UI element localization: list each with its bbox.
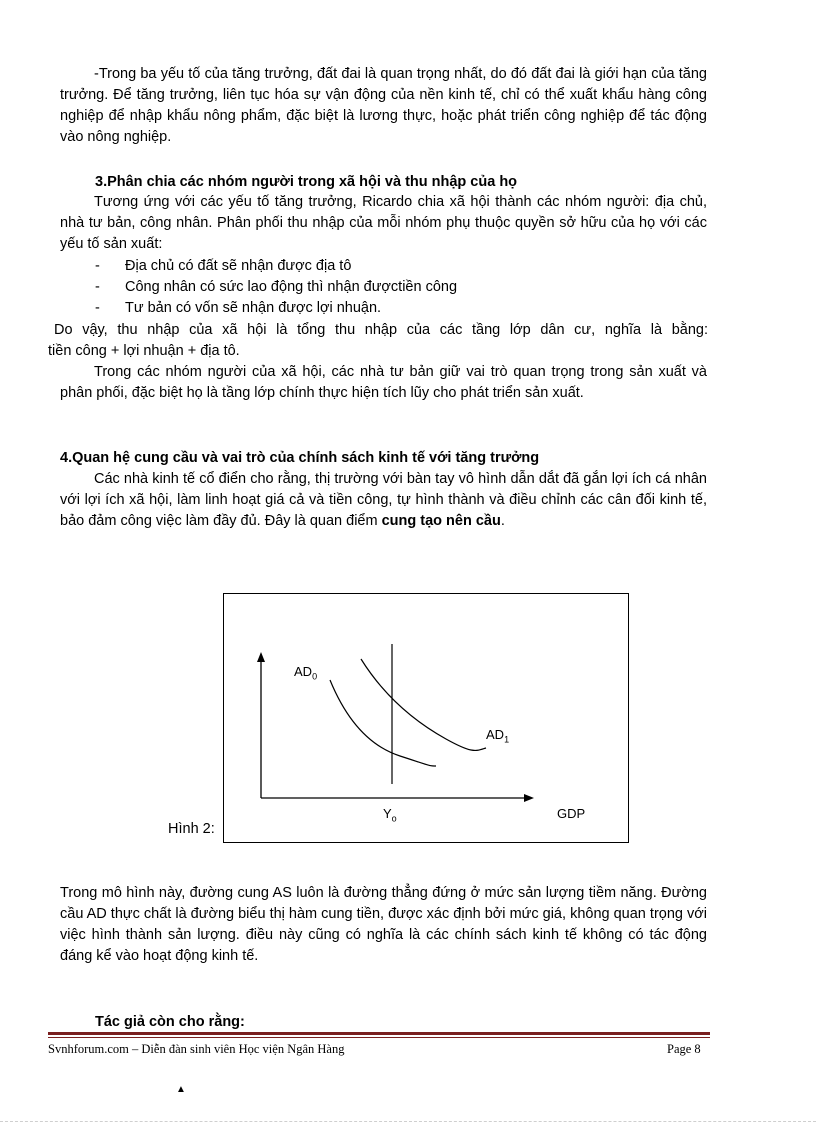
ad-curve-figure [223, 593, 629, 843]
list-item [95, 256, 351, 277]
bullet-dash: - [95, 300, 100, 316]
list-item-text: Tư bản có vốn sẽ nhận được lợi nhuận. [125, 300, 382, 316]
label-ad1: $AD_1$ [486, 727, 510, 745]
list-item-text: Công nhân có sức lao động thì nhận đượctiền công [125, 279, 458, 295]
paragraph-text-end: . [500, 513, 505, 529]
list-item [95, 298, 381, 319]
paragraph-land-limit: -Trong ba yếu tố của tăng trưởng, đất đai là quan trọng nhất, do đó đất đai là giới hạn của tăng trưởng. Để tăng trưởng, liên tục hóa sự vận động của nền kinh tế, chỉ có thể xuất khẩu hàng công nghiệp để nhập khẩu nông phẩm, đặc biệt là lương thực, hoặc phát triển công nghiệp để tác động vào nông nghiệp. [60, 66, 707, 145]
paragraph-income-line1: Do vậy, thu nhập của xã hội là tổng thu nhập của các tầng lớp dân cư, nghĩa là bằng: [54, 322, 708, 338]
paragraph-text: Các nhà kinh tế cổ điển cho rằng, thị trường với bàn tay vô hình dẫn dắt đã gắn lợi ích cá nhân với lợi ích xã hội, làm linh hoạt giá cả và tiền công, tự hình thành và điều chỉnh các cân đối kinh tế, bảo đảm công việc làm đầy đủ. Đây là quan điểm [60, 471, 707, 529]
list-item-text: Địa chủ có đất sẽ nhận được địa tô [125, 258, 352, 274]
bold-term: cung tạo nên cầu [381, 513, 501, 529]
section-heading-4: 4.Quan hệ cung cầu và vai trò của chính sách kinh tế với tăng trưởng [60, 450, 540, 466]
ad1-curve [361, 659, 486, 750]
paragraph-capitalists: Trong các nhóm người của xã hội, các nhà tư bản giữ vai trò quan trọng trong sản xuất và phân phối, đặc biệt họ là tầng lớp chính thực hiện tích lũy cho phát triển sản xuất. [60, 364, 707, 401]
cursor-marker-icon: ▲ [176, 1084, 186, 1095]
list-item [95, 277, 457, 298]
paragraph-model: Trong mô hình này, đường cung AS luôn là đường thẳng đứng ở mức sản lượng tiềm năng. Đường cầu AD thực chất là đường biểu thị hàm cung tiền, được xác định bởi mức giá, không quan trọng với việc hình thành sản lượng. điều này cũng có nghĩa là các chính sách kinh tế không có tác động đáng kể vào hoạt động kinh tế. [60, 885, 707, 964]
footer-page-number: Page 8 [667, 1042, 701, 1056]
paragraph-income-line2: tiền công + lợi nhuận + địa tô. [48, 343, 240, 359]
label-y0: $Y_o$ [383, 806, 397, 824]
bullet-dash: - [95, 258, 100, 274]
label-gdp: GDP [557, 806, 586, 821]
figure-caption: Hình 2: [168, 821, 215, 837]
section-heading-author: Tác giả còn cho rằng: [95, 1014, 245, 1030]
footer-site-name: Svnhforum.com – Diễn đàn sinh viên Học viện Ngân Hàng [48, 1042, 345, 1056]
section-heading-3: 3.Phân chia các nhóm người trong xã hội và thu nhập của họ [95, 174, 518, 190]
label-ad0: $AD_0$ [294, 664, 318, 682]
y-axis-arrow [257, 652, 265, 662]
x-axis-arrow [524, 794, 534, 802]
footer-rule-thick [48, 1032, 710, 1035]
paragraph-social-groups: Tương ứng với các yếu tố tăng trưởng, Ricardo chia xã hội thành các nhóm người: địa chủ, nhà tư bản, công nhân. Phân phối thu nhập của mỗi nhóm phụ thuộc quyền sở hữu của họ với các yếu tố sản xuất: [60, 194, 707, 252]
page-bottom-divider [0, 1121, 816, 1122]
bullet-dash: - [95, 279, 100, 295]
footer-rule-thin [48, 1037, 710, 1038]
paragraph-classical-view [60, 469, 707, 532]
